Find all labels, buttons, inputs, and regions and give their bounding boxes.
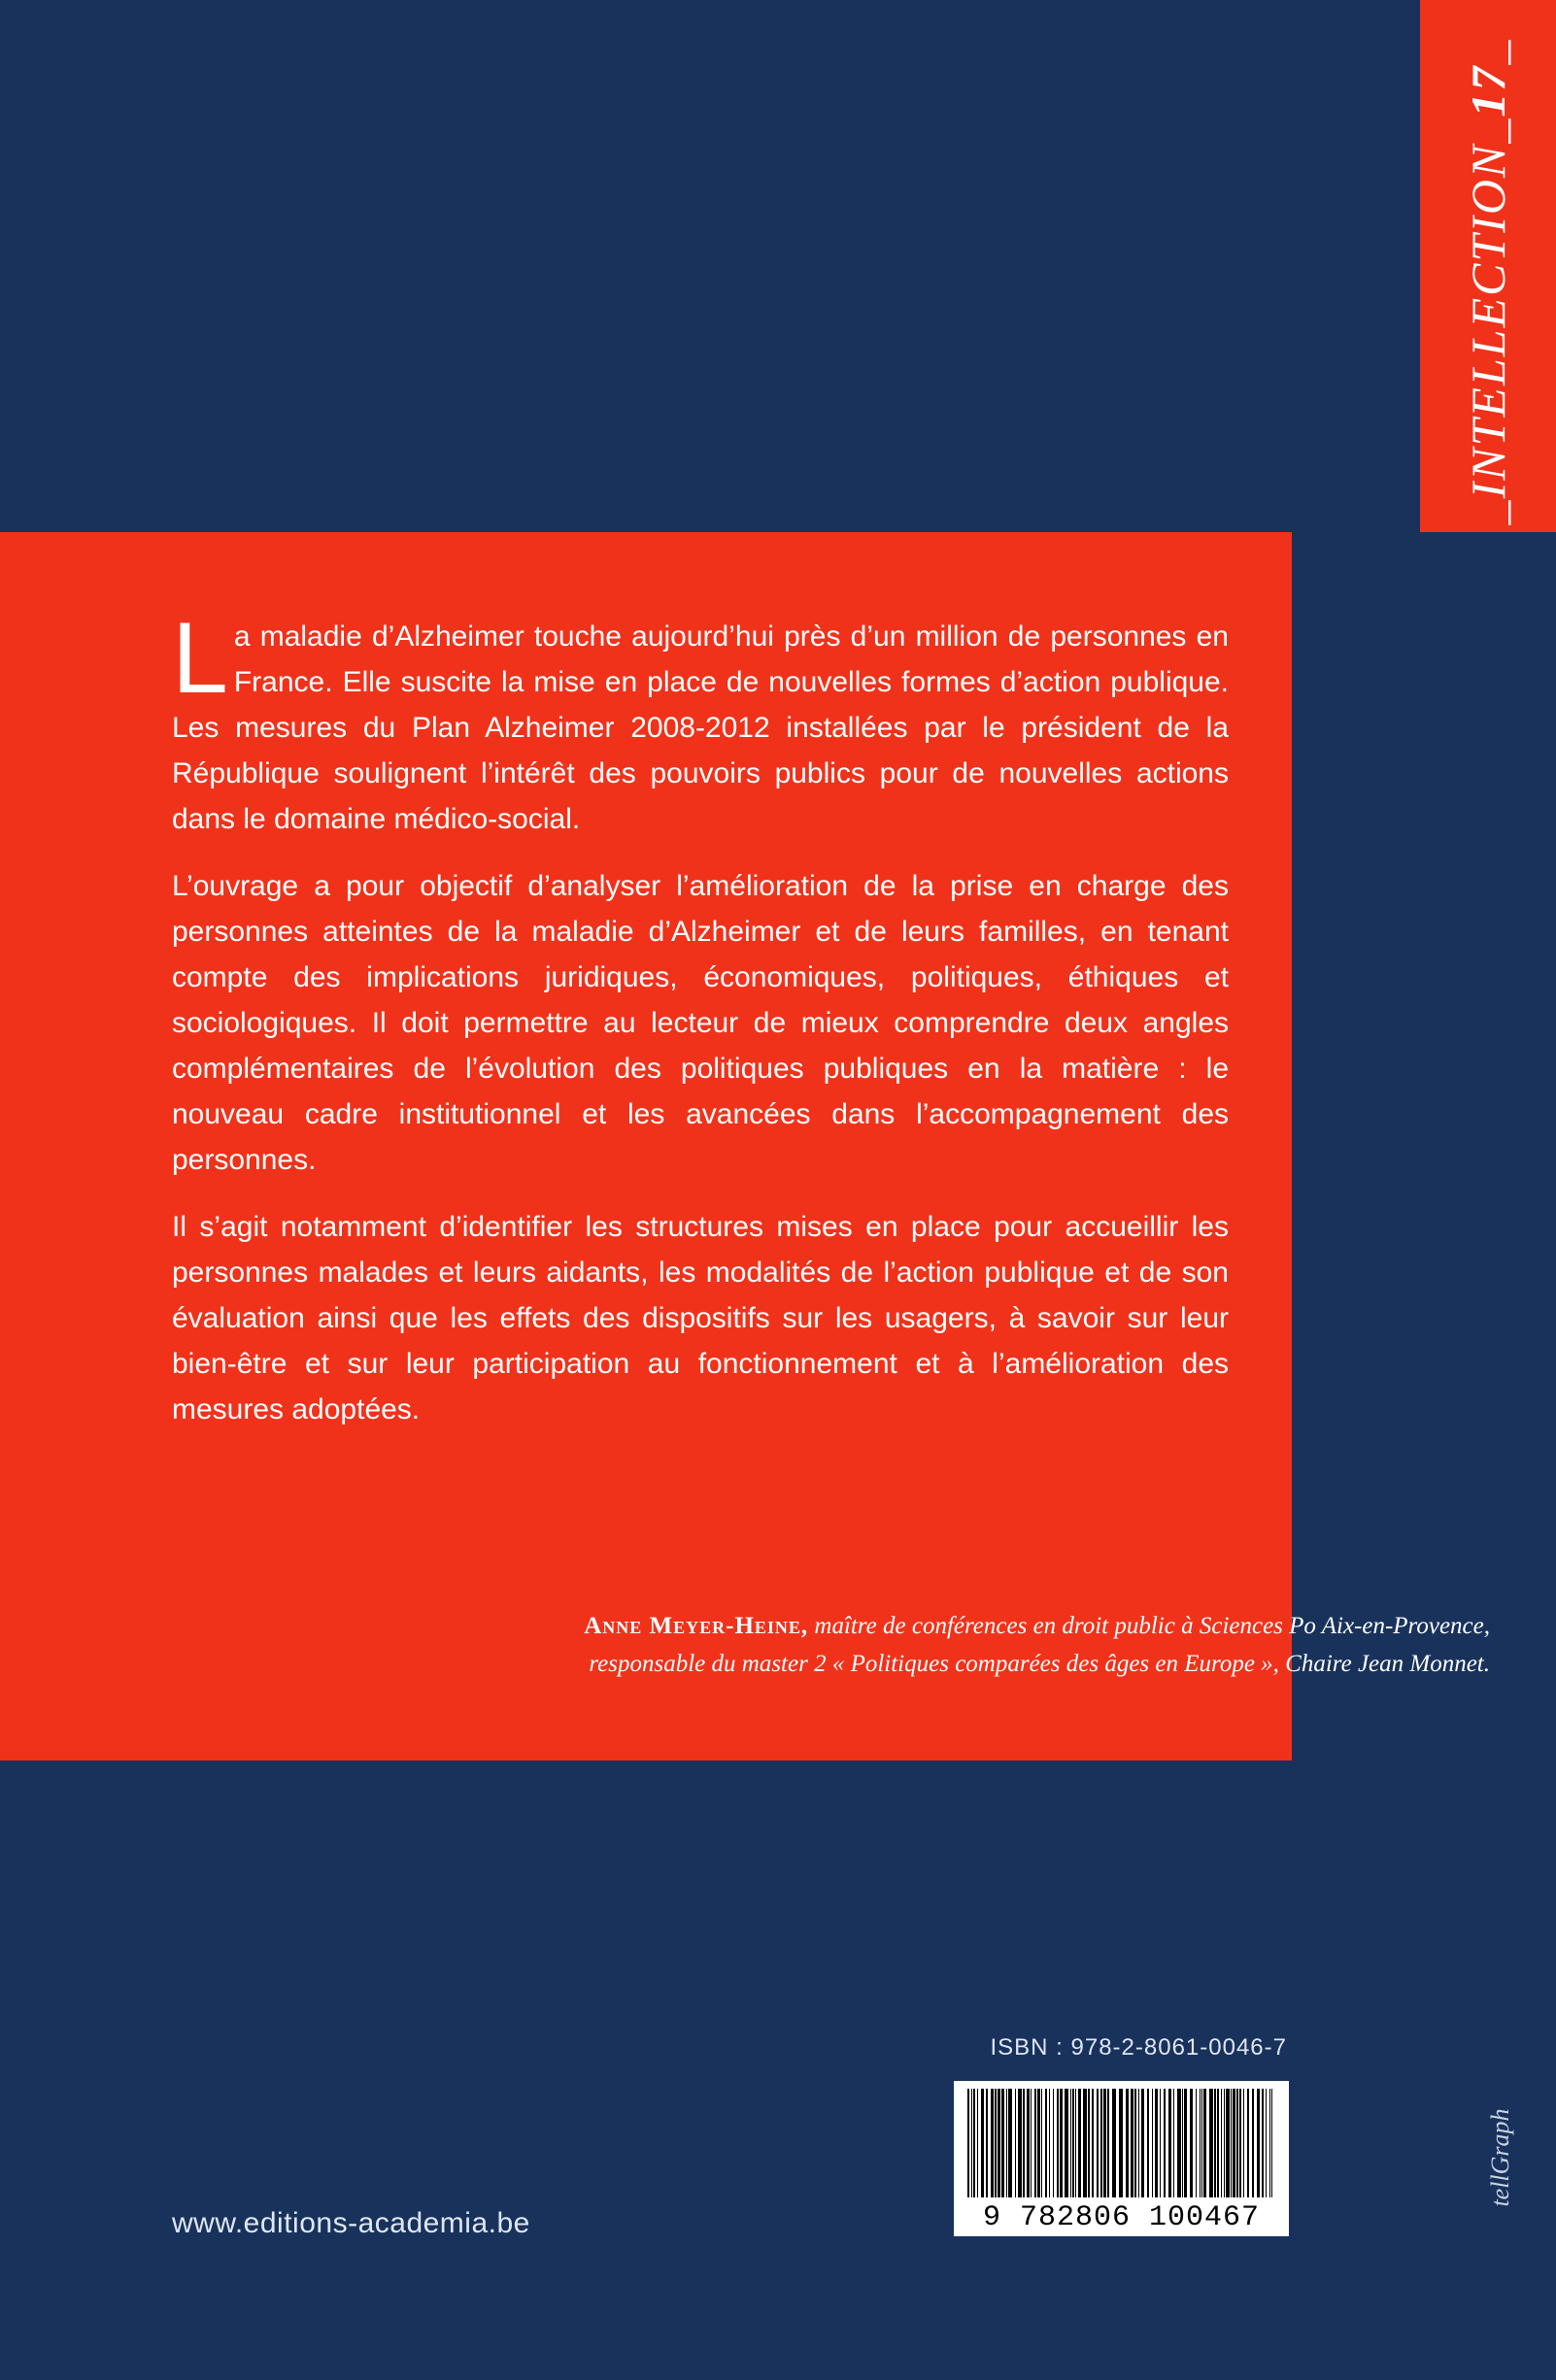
barcode-bar bbox=[1001, 2089, 1004, 2197]
barcode-bar bbox=[1200, 2089, 1201, 2197]
barcode-bar bbox=[1217, 2089, 1219, 2197]
barcode-bar bbox=[1070, 2089, 1071, 2197]
barcode-bar bbox=[977, 2089, 978, 2197]
barcode-bar bbox=[1078, 2089, 1081, 2197]
publisher-website[interactable]: www.editions-academia.be bbox=[172, 2207, 530, 2239]
barcode-bar bbox=[1269, 2089, 1270, 2197]
barcode-bar bbox=[981, 2089, 984, 2197]
barcode-bar bbox=[1097, 2089, 1099, 2197]
barcode-bar bbox=[1182, 2089, 1183, 2197]
author-credit bbox=[538, 1607, 1490, 1683]
barcode-bar bbox=[1252, 2089, 1254, 2197]
barcode-bar bbox=[1100, 2089, 1102, 2197]
imprint-logo: tellGraph bbox=[1486, 2108, 1514, 2207]
barcode-bar bbox=[1112, 2089, 1116, 2197]
barcode-bar bbox=[1041, 2089, 1042, 2197]
barcode-bar bbox=[1023, 2089, 1025, 2197]
barcode-bar bbox=[995, 2089, 997, 2197]
paragraph-1-text: a maladie d’Alzheimer touche aujourd’hui près d’un million de personnes en France. Elle suscite la mise en place de nouvelles formes d’action publique. Les mesures du Plan Alzheimer 2008-2012 installées par le président de la République soulignent l’intérêt des pouvoirs publics pour de nouvelles actions dans le domaine médico-social. bbox=[172, 620, 1229, 835]
barcode-bar bbox=[1037, 2089, 1040, 2197]
barcode-bar bbox=[1131, 2089, 1133, 2197]
barcode-bar bbox=[1239, 2089, 1241, 2197]
barcode-bar bbox=[1173, 2089, 1174, 2197]
barcode-bar bbox=[1203, 2089, 1206, 2197]
barcode-bar bbox=[1262, 2089, 1264, 2197]
barcode-bar bbox=[1257, 2089, 1260, 2197]
barcode-bar bbox=[1184, 2089, 1187, 2197]
barcode-bar bbox=[1138, 2089, 1139, 2197]
barcode-bar bbox=[973, 2089, 975, 2197]
description-paragraph-1 bbox=[172, 602, 1229, 842]
description-paragraph-2: L’ouvrage a pour objectif d’analyser l’amélioration de la prise en charge des personnes atteintes de la maladie d’Alzheimer et de leurs familles, en tenant compte des implications juridiques, économiques, politiques, éthiques et sociologiques. Il doit permettre au lecteur de mieux comprendre deux angles complémentaires de l’évolution des politiques publiques en la matière : le nouveau cadre institutionnel et les avancées dans l’accompagnement des personnes. bbox=[172, 870, 1229, 1176]
barcode-bar bbox=[1164, 2089, 1166, 2197]
barcode-bar bbox=[1134, 2089, 1136, 2197]
barcode-bar bbox=[1271, 2089, 1272, 2197]
barcode-bar bbox=[1083, 2089, 1087, 2197]
barcode-bar bbox=[1201, 2089, 1202, 2197]
series-title bbox=[1460, 39, 1516, 525]
barcode-bar bbox=[1027, 2089, 1030, 2197]
barcode-bar bbox=[1103, 2089, 1106, 2197]
barcode-bar bbox=[1177, 2089, 1181, 2197]
drop-cap: L bbox=[172, 602, 228, 715]
barcode-bar bbox=[1034, 2089, 1036, 2197]
barcode-bar bbox=[991, 2089, 994, 2197]
barcode-bar bbox=[1045, 2089, 1047, 2197]
barcode-bar bbox=[1224, 2089, 1225, 2197]
barcode-bar bbox=[1119, 2089, 1123, 2197]
barcode-bar bbox=[1008, 2089, 1012, 2197]
barcode-bar bbox=[1126, 2089, 1129, 2197]
isbn-label: ISBN : 978-2-8061-0046-7 bbox=[990, 2034, 1287, 2061]
barcode-bar bbox=[1060, 2089, 1063, 2197]
barcode-bars bbox=[964, 2089, 1279, 2197]
author-role: maître de conférences en droit public à Sciences Po Aix-en-Provence, responsable du master 2 « Politiques comparées des âges en Europe », Chaire Jean Monnet. bbox=[589, 1613, 1490, 1677]
barcode-bar bbox=[1147, 2089, 1149, 2197]
barcode-bar bbox=[967, 2089, 969, 2197]
barcode-bar bbox=[1214, 2089, 1216, 2197]
barcode-bar bbox=[1236, 2089, 1238, 2197]
barcode-bar bbox=[971, 2089, 972, 2197]
barcode-bar bbox=[998, 2089, 1000, 2197]
barcode-bar bbox=[1075, 2089, 1076, 2197]
barcode-bar bbox=[1057, 2089, 1059, 2197]
barcode-bar bbox=[1006, 2089, 1007, 2197]
barcode-bar bbox=[1196, 2089, 1197, 2197]
barcode-bar bbox=[1233, 2089, 1235, 2197]
barcode-bar bbox=[1160, 2089, 1161, 2197]
barcode-bar bbox=[1226, 2089, 1230, 2197]
barcode-bar bbox=[1053, 2089, 1054, 2197]
barcode-bar bbox=[1168, 2089, 1171, 2197]
barcode-bar bbox=[1221, 2089, 1222, 2197]
barcode-bar bbox=[1018, 2089, 1022, 2197]
barcode-bar bbox=[1049, 2089, 1050, 2197]
barcode-bar bbox=[1015, 2089, 1016, 2197]
series-suffix: _ bbox=[1461, 38, 1515, 65]
barcode-bar bbox=[1190, 2089, 1193, 2197]
barcode bbox=[954, 2081, 1289, 2236]
description-text bbox=[172, 602, 1229, 1454]
barcode-bar bbox=[1141, 2089, 1144, 2197]
barcode-bar bbox=[1209, 2089, 1213, 2197]
series-number: 17 bbox=[1461, 64, 1515, 117]
barcode-bar bbox=[1155, 2089, 1158, 2197]
barcode-bar bbox=[1092, 2089, 1094, 2197]
barcode-bar bbox=[1072, 2089, 1074, 2197]
description-paragraph-3: Il s’agit notamment d’identifier les structures mises en place pour accueillir les personnes malades et leurs aidants, les modalités de l’action publique et de son évaluation ainsi que les effets des dispositifs sur les usagers, à savoir sur leur bien-être et sur leur participation au fonctionnement et à l’amélioration des mesures adoptées. bbox=[172, 1211, 1229, 1425]
barcode-bar bbox=[1088, 2089, 1090, 2197]
author-name: Anne Meyer-Heine, bbox=[584, 1613, 809, 1639]
barcode-bar bbox=[1266, 2089, 1267, 2197]
series-prefix: _INTELLECTION_ bbox=[1461, 117, 1515, 525]
barcode-bar bbox=[1247, 2089, 1249, 2197]
barcode-digits: 9 782806 100467 bbox=[982, 2201, 1261, 2234]
barcode-bar bbox=[1107, 2089, 1109, 2197]
barcode-bar bbox=[986, 2089, 988, 2197]
barcode-bar bbox=[1231, 2089, 1232, 2197]
barcode-bar bbox=[1243, 2089, 1244, 2197]
barcode-bar bbox=[1065, 2089, 1068, 2197]
barcode-bar bbox=[1031, 2089, 1032, 2197]
barcode-bar bbox=[1152, 2089, 1153, 2197]
